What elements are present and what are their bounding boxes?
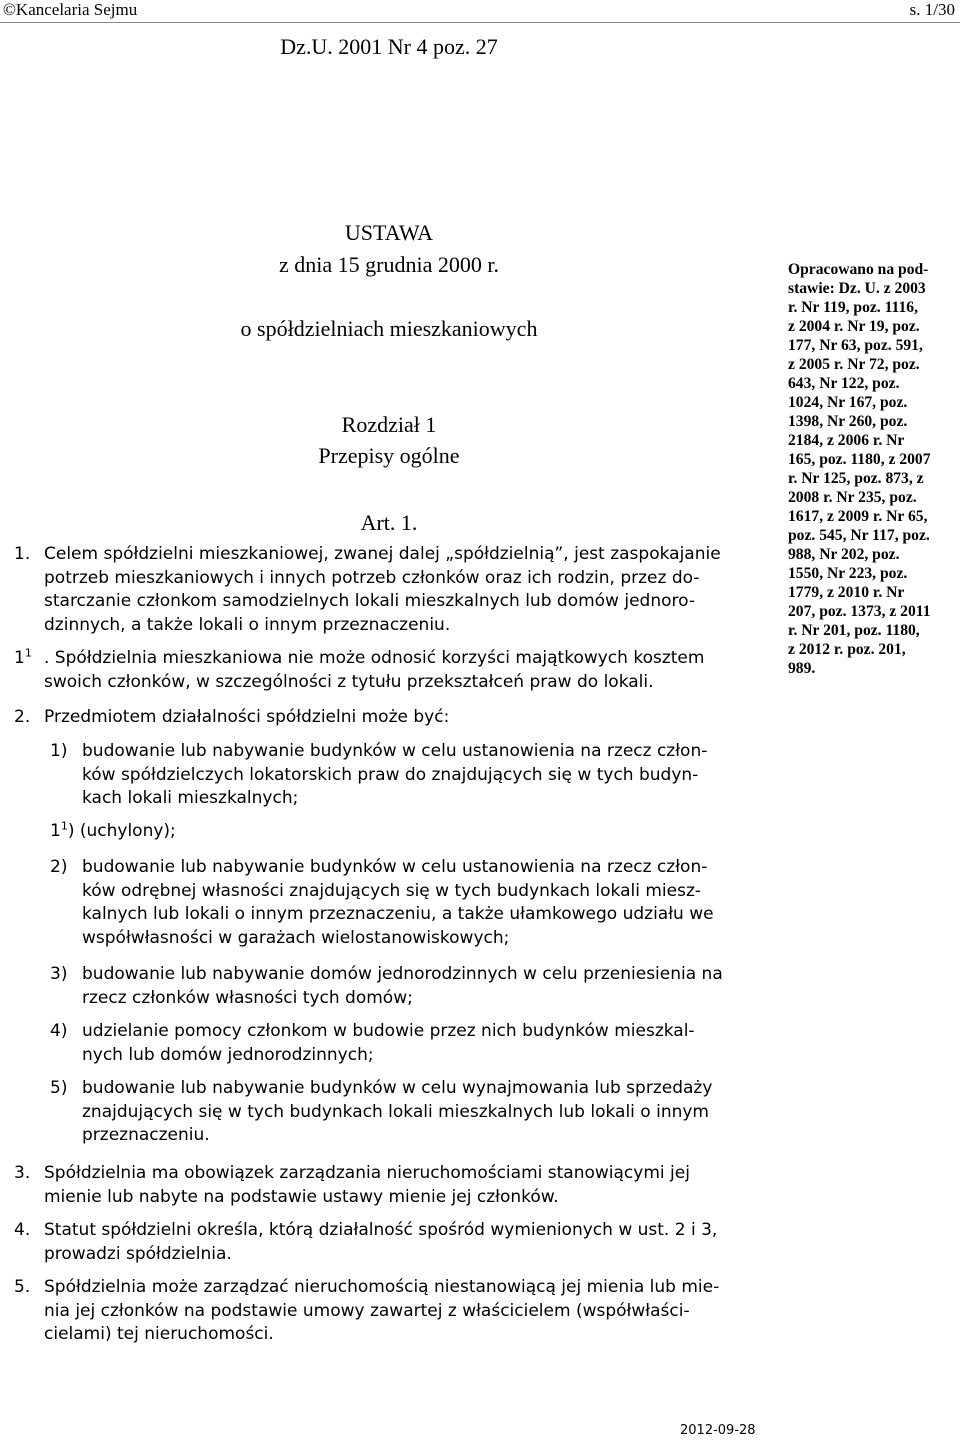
margin-note-line: 1398, Nr 260, poz. xyxy=(788,413,908,430)
margin-note-line: 1024, Nr 167, poz. xyxy=(788,394,908,411)
paragraph-4 xyxy=(14,1219,770,1266)
margin-note-line: 165, poz. 1180, z 2007 xyxy=(788,451,931,468)
list-item-2 xyxy=(50,856,772,950)
header-source: ©Kancelaria Sejmu xyxy=(3,0,138,19)
paragraph-line: Spółdzielnia ma obowiązek zarządzania nieruchomościami stanowiącymi jej xyxy=(44,1163,690,1183)
chapter-number: Rozdział 1 xyxy=(341,412,437,437)
paragraph-1-1 xyxy=(14,646,770,694)
list-item-4 xyxy=(50,1020,772,1067)
paragraph-1 xyxy=(14,543,770,637)
item-label: 1) xyxy=(50,741,68,761)
item-line: kalnych lub lokali o innym przeznaczeniu, a także ułamkowego udziału we xyxy=(82,904,714,924)
margin-note xyxy=(788,260,960,678)
item-line: rzecz członków własności tych domów; xyxy=(82,987,413,1008)
item-line: współwłasności w garażach wielostanowiskowych; xyxy=(82,927,510,948)
item-label: 3) xyxy=(50,964,68,984)
paragraph-line: potrzeb mieszkaniowych i innych potrzeb członków oraz ich rodzin, przez do- xyxy=(44,567,700,588)
chapter-title: Przepisy ogólne xyxy=(318,443,460,468)
item-line: budowanie lub nabywanie budynków w celu ustanowienia na rzecz człon- xyxy=(82,741,708,761)
margin-note-line: r. Nr 201, poz. 1180, xyxy=(788,622,920,639)
item-line: nych lub domów jednorodzinnych; xyxy=(82,1044,374,1065)
margin-note-line: z 2004 r. Nr 19, poz. xyxy=(788,318,920,335)
item-line: ków odrębnej własności znajdujących się w tych budynkach lokali miesz- xyxy=(82,880,702,901)
paragraph-number: 4. xyxy=(14,1220,31,1240)
margin-note-line: 989. xyxy=(788,660,816,677)
paragraph-3 xyxy=(14,1162,770,1209)
act-type: USTAWA xyxy=(344,220,434,245)
paragraph-number: 1. xyxy=(14,544,31,564)
item-line: budowanie lub nabywanie budynków w celu wynajmowania lub sprzedaży xyxy=(82,1078,713,1098)
footer-date: 2012-09-28 xyxy=(680,1423,756,1438)
item-label: 2) xyxy=(50,857,68,877)
article-heading: Art. 1. xyxy=(360,510,418,535)
margin-note-line: 2184, z 2006 r. Nr xyxy=(788,432,905,449)
margin-note-line: 643, Nr 122, poz. xyxy=(788,375,900,392)
margin-note-line: r. Nr 125, poz. 873, z xyxy=(788,470,924,487)
item-line: ków spółdzielczych lokatorskich praw do znajdujących się w tych budyn- xyxy=(82,764,699,785)
margin-note-line: 207, poz. 1373, z 2011 xyxy=(788,603,931,620)
list-item-1-1: $1^1$) (uchylony); xyxy=(50,819,176,841)
item-line: znajdujących się w tych budynkach lokali mieszkalnych lub lokali o innym xyxy=(82,1101,709,1122)
margin-note-line: 1617, z 2009 r. Nr 65, xyxy=(788,508,928,525)
paragraph-line: Przedmiotem działalności spółdzielni może być: xyxy=(44,707,450,727)
paragraph-line: Statut spółdzielni określa, którą działalność spośród wymienionych w ust. 2 i 3, xyxy=(44,1220,718,1240)
margin-note-line: Opracowano na pod- xyxy=(788,261,929,278)
list-item-1 xyxy=(50,740,772,811)
margin-note-line: 1550, Nr 223, poz. xyxy=(788,565,908,582)
paragraph-line: starczanie członkom samodzielnych lokali mieszkalnych lub domów jednoro- xyxy=(44,591,695,611)
paragraph-number: $1^1$ xyxy=(14,646,32,668)
item-line: kach lokali mieszkalnych; xyxy=(82,788,299,808)
paragraph-number: 5. xyxy=(14,1277,31,1297)
item-label: 4) xyxy=(50,1021,68,1041)
paragraph-line: Celem spółdzielni mieszkaniowej, zwanej dalej „spółdzielnią”, jest zaspokajanie xyxy=(44,544,721,564)
paragraph-5 xyxy=(14,1276,770,1347)
paragraph-line: swoich członków, w szczególności z tytułu przekształceń praw do lokali. xyxy=(44,671,654,692)
paragraph-line: prowadzi spółdzielnia. xyxy=(44,1243,232,1264)
item-line: udzielanie pomocy członkom w budowie przez nich budynków mieszkal- xyxy=(82,1021,695,1041)
paragraph-line: mienie lub nabyte na podstawie ustawy mienie jej członków. xyxy=(44,1186,559,1207)
margin-note-line: 1779, z 2010 r. Nr xyxy=(788,584,905,601)
header-page-number: s. 1/30 xyxy=(909,0,955,19)
margin-note-line: 177, Nr 63, poz. 591, xyxy=(788,337,923,354)
margin-note-line: 2008 r. Nr 235, poz. xyxy=(788,489,917,506)
paragraph-line: cielami) tej nieruchomości. xyxy=(44,1324,274,1344)
paragraph-line: nia jej członków na podstawie umowy zawartej z właścicielem (współwłaści- xyxy=(44,1300,690,1321)
item-label: 5) xyxy=(50,1078,68,1098)
paragraph-line: Spółdzielnia może zarządzać nieruchomością niestanowiącą jej mienia lub mie- xyxy=(44,1277,720,1297)
item-line: budowanie lub nabywanie budynków w celu ustanowienia na rzecz człon- xyxy=(82,857,708,877)
margin-note-line: z 2005 r. Nr 72, poz. xyxy=(788,356,920,373)
document-reference: Dz.U. 2001 Nr 4 poz. 27 xyxy=(280,34,498,59)
margin-note-line: z 2012 r. poz. 201, xyxy=(788,641,906,658)
act-title: o spółdzielniach mieszkaniowych xyxy=(240,316,538,341)
act-date: z dnia 15 grudnia 2000 r. xyxy=(279,252,499,277)
margin-note-line: stawie: Dz. U. z 2003 xyxy=(788,280,926,297)
paragraph-number: 3. xyxy=(14,1163,31,1183)
paragraph-line: . Spółdzielnia mieszkaniowa nie może odnosić korzyści majątkowych kosztem xyxy=(44,648,705,668)
paragraph-number: 2. xyxy=(14,707,31,727)
margin-note-line: 988, Nr 202, poz. xyxy=(788,546,900,563)
item-line: budowanie lub nabywanie domów jednorodzinnych w celu przeniesienia na xyxy=(82,964,723,984)
margin-note-line: poz. 545, Nr 117, poz. xyxy=(788,527,930,544)
list-item-5 xyxy=(50,1077,772,1148)
item-line: przeznaczeniu. xyxy=(82,1125,210,1145)
paragraph-2 xyxy=(14,706,770,730)
margin-note-line: r. Nr 119, poz. 1116, xyxy=(788,299,918,316)
paragraph-line: dzinnych, a także lokali o innym przeznaczeniu. xyxy=(44,614,451,635)
header-divider xyxy=(0,22,960,23)
list-item-3 xyxy=(50,963,772,1010)
